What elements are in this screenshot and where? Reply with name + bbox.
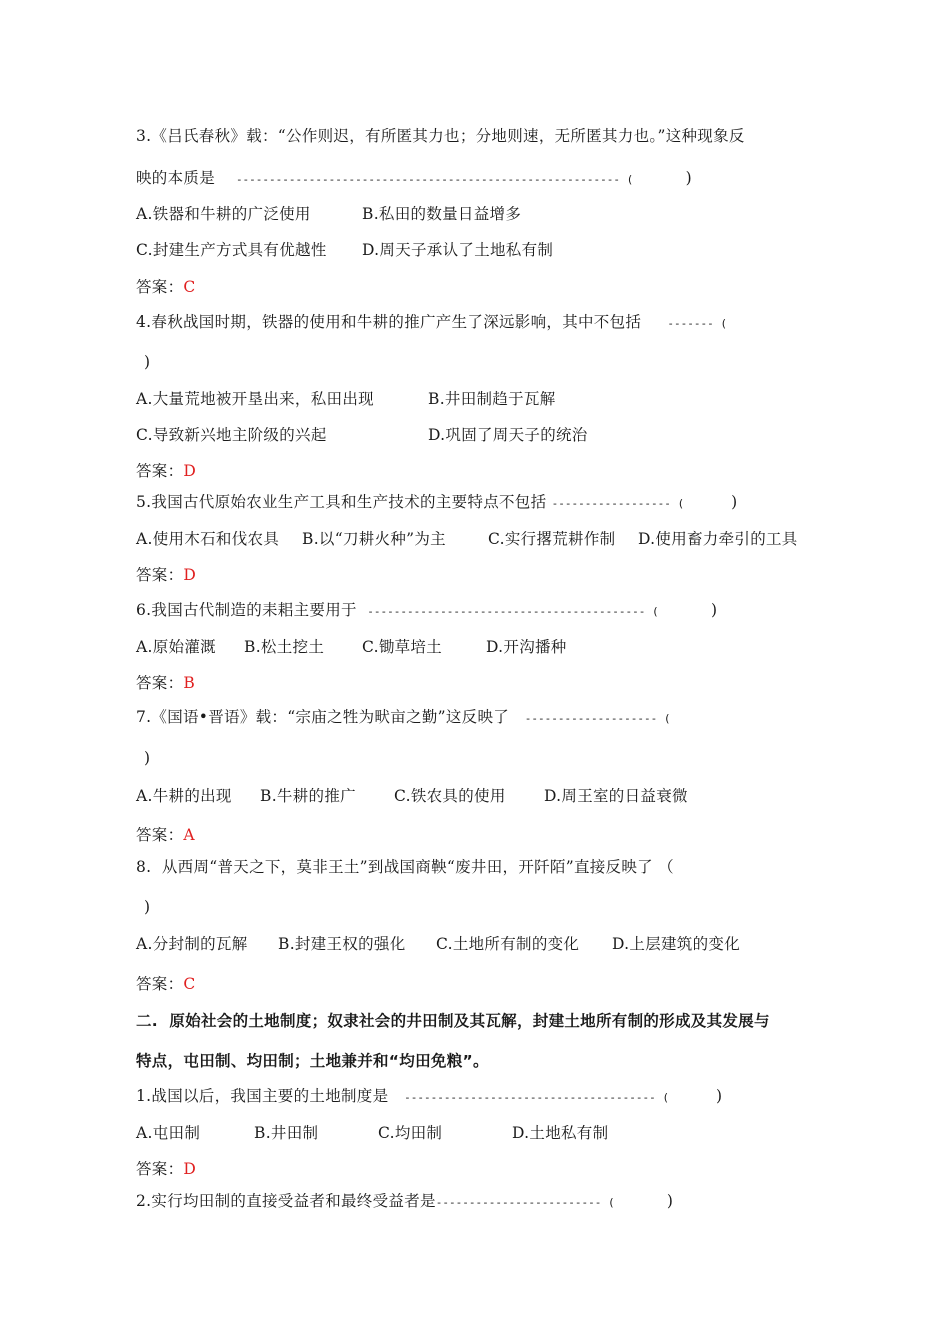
q4-stem-text: 4.春秋战国时期，铁器的使用和牛耕的推广产生了深远影响，其中不包括 xyxy=(136,313,642,331)
q5-close-paren: ) xyxy=(731,493,738,511)
s2q1-option-d: D.土地私有制 xyxy=(512,1124,609,1142)
q6-option-a: A.原始灌溉 xyxy=(136,638,216,656)
answer-label: 答案： xyxy=(136,278,184,296)
q5-answer-value: D xyxy=(183,566,197,584)
q8-option-b: B.封建王权的强化 xyxy=(278,935,406,953)
s2q2-dash-leader: ------------------------- ( xyxy=(435,1196,615,1209)
q7-option-b: B.牛耕的推广 xyxy=(260,787,356,805)
s2q1-answer xyxy=(136,1159,196,1179)
q4-answer-value: D xyxy=(183,462,197,480)
s2q1-option-b: B.井田制 xyxy=(254,1124,319,1142)
answer-label: 答案： xyxy=(136,826,184,844)
s2q2-close-paren: ) xyxy=(666,1192,674,1210)
q3-option-a: A.铁器和牛耕的广泛使用 xyxy=(136,205,311,223)
s2q1-stem-text: 1.战国以后，我国主要的土地制度是 xyxy=(136,1087,389,1105)
q4-option-d: D.巩固了周天子的统治 xyxy=(428,426,588,444)
q6-stem-line1 xyxy=(136,600,717,622)
q4-options-row1 xyxy=(136,389,556,409)
q7-stem-line1 xyxy=(136,707,670,729)
q7-option-d: D.周王室的日益衰微 xyxy=(544,787,688,805)
answer-label: 答案： xyxy=(136,462,184,480)
q3-option-b: B.私田的数量日益增多 xyxy=(362,205,522,223)
q5-options-row xyxy=(136,529,798,549)
q5-stem-line1 xyxy=(136,492,737,514)
q5-option-c: C.实行撂荒耕作制 xyxy=(488,530,616,548)
s2q2-stem-line1 xyxy=(136,1191,673,1213)
q4-option-b: B.井田制趋于瓦解 xyxy=(428,390,556,408)
section2-heading-line1: 二. 原始社会的土地制度；奴隶社会的井田制及其瓦解，封建土地所有制的形成及其发展与 xyxy=(136,1012,770,1030)
s2q1-option-a: A.屯田制 xyxy=(136,1124,201,1142)
s2q2-stem-text: 2.实行均田制的直接受益者和最终受益者是 xyxy=(136,1192,436,1210)
q8-stem-line1: 8. 从西周“普天之下，莫非王土”到战国商鞅“废井田，开阡陌”直接反映了 （ xyxy=(136,858,674,876)
q8-answer-value: C xyxy=(183,975,196,993)
q5-option-d: D.使用畜力牵引的工具 xyxy=(638,530,798,548)
q8-option-d: D.上层建筑的变化 xyxy=(612,935,741,953)
q5-dash-leader: ------------------ ( xyxy=(551,497,685,510)
q7-answer-value: A xyxy=(183,826,195,844)
q5-stem-text: 5.我国古代原始农业生产工具和生产技术的主要特点不包括 xyxy=(136,493,547,511)
q6-options-row xyxy=(136,637,567,657)
s2q1-option-c: C.均田制 xyxy=(378,1124,443,1142)
s2q1-dash-leader: -------------------------------------- ( xyxy=(404,1091,669,1104)
q4-dash-leader: ------- ( xyxy=(667,317,727,330)
q3-options-row2 xyxy=(136,240,553,260)
q8-close-paren: ) xyxy=(144,898,151,916)
answer-label: 答案： xyxy=(136,975,184,993)
q3-stem-text: 映的本质是 xyxy=(136,169,216,187)
s2q1-stem-line1 xyxy=(136,1086,722,1108)
answer-label: 答案： xyxy=(136,566,184,584)
q3-answer-value: C xyxy=(183,278,196,296)
q6-answer xyxy=(136,673,195,693)
q8-options-row xyxy=(136,934,740,954)
q8-option-a: A.分封制的瓦解 xyxy=(136,935,248,953)
q4-options-row2 xyxy=(136,425,588,445)
q6-answer-value: B xyxy=(183,674,196,692)
s2q1-close-paren: ) xyxy=(716,1087,723,1105)
q6-option-c: C.锄草培土 xyxy=(362,638,443,656)
answer-label: 答案： xyxy=(136,674,184,692)
q5-answer xyxy=(136,565,196,585)
q8-option-c: C.土地所有制的变化 xyxy=(436,935,580,953)
q3-answer xyxy=(136,277,196,297)
q6-close-paren: ) xyxy=(710,601,718,619)
q7-options-row xyxy=(136,786,688,806)
q3-options-row1 xyxy=(136,204,521,224)
q6-dash-leader: ------------------------------------------ ( xyxy=(367,605,659,618)
q3-close-paren: ) xyxy=(685,169,692,187)
q7-answer xyxy=(136,825,195,845)
q3-dash-leader: ---------------------------------------------------------- ( xyxy=(235,173,634,186)
q4-option-c: C.导致新兴地主阶级的兴起 xyxy=(136,426,327,444)
q7-stem-text: 7.《国语•晋语》载：“宗庙之牲为畎亩之勤”这反映了 xyxy=(136,708,510,726)
q6-option-b: B.松土挖土 xyxy=(244,638,325,656)
q4-close-paren: ) xyxy=(144,353,151,371)
q4-option-a: A.大量荒地被开垦出来，私田出现 xyxy=(136,390,374,408)
q4-stem-line1 xyxy=(136,312,727,334)
s2q1-answer-value: D xyxy=(183,1160,197,1178)
q7-close-paren: ) xyxy=(144,749,151,767)
q7-dash-leader: -------------------- ( xyxy=(524,712,671,725)
s2q1-options-row xyxy=(136,1123,608,1143)
q5-option-a: A.使用木石和伐农具 xyxy=(136,530,280,548)
q3-stem-line2 xyxy=(136,168,692,190)
q4-answer xyxy=(136,461,196,481)
q7-option-a: A.牛耕的出现 xyxy=(136,787,232,805)
answer-label: 答案： xyxy=(136,1160,184,1178)
q6-stem-text: 6.我国古代制造的耒耜主要用于 xyxy=(136,601,357,619)
q5-option-b: B.以“刀耕火种”为主 xyxy=(302,530,446,548)
q3-stem-line1: 3.《吕氏春秋》载：“公作则迟，有所匿其力也；分地则速，无所匿其力也。”这种现象反 xyxy=(136,127,745,145)
q3-option-d: D.周天子承认了土地私有制 xyxy=(362,241,554,259)
section2-heading-line2: 特点，屯田制、均田制；土地兼并和“均田免粮”。 xyxy=(136,1052,489,1070)
q7-option-c: C.铁农具的使用 xyxy=(394,787,506,805)
q3-option-c: C.封建生产方式具有优越性 xyxy=(136,241,327,259)
q8-answer xyxy=(136,974,196,994)
q6-option-d: D.开沟播种 xyxy=(486,638,567,656)
